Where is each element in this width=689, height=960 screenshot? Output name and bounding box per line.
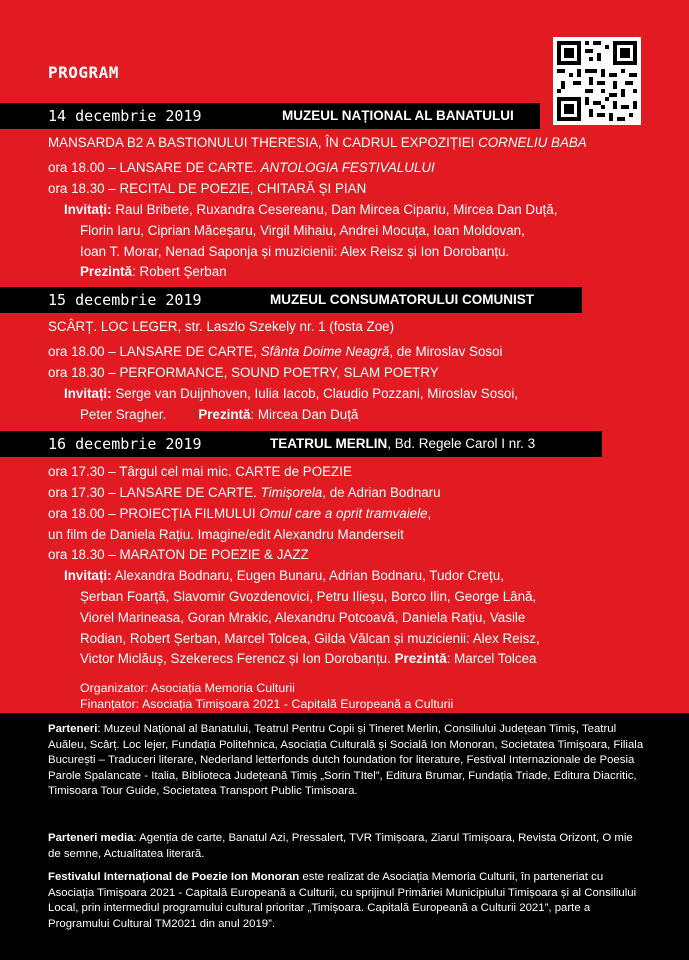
day2-event1-italic: Sfânta Doime Neagră	[260, 344, 390, 359]
day2-guests-line2	[80, 406, 358, 424]
day1-location	[48, 134, 587, 152]
day1-event1-prefix: ora 18.00 – LANSARE DE CARTE.	[48, 160, 261, 175]
qr-code-icon	[553, 37, 641, 125]
funder-line: Finanțator: Asociația Timișoara 2021 - Capitală Europeană a Culturii	[80, 697, 454, 711]
day3-venue	[270, 436, 535, 451]
day3-event3	[48, 505, 431, 523]
day3-venue-bold: TEATRUL MERLIN	[270, 436, 388, 451]
media-partners-text: : Agenția de carte, Banatul Azi, Pressalert, TVR Timișoara, Ziarul Timișoara, Revista Orizont, O mie de semne, Actualitatea literară.	[48, 832, 633, 860]
day1-header-bar	[0, 103, 540, 129]
organizer-line: Organizator: Asociația Memoria Culturii	[80, 681, 295, 695]
day2-presents-name: : Mircea Dan Duță	[250, 407, 359, 422]
day3-event3-line2: un film de Daniela Rațiu. Imagine/edit Alexandru Manderseit	[48, 527, 404, 542]
partners-text: : Muzeul Național al Banatului, Teatrul Pentru Copii și Tineret Merlin, Consiliului Județean Timiș, Teatrul Auăleu, Scârț. Loc lejer, Fundația Politehnica, Asociația Culturală și Socială Ion Monoran, Societatea Timișoara, Filiala București – Traduceri literare, Nederland letterfonds dutch foundation for literature, Festival Internazionale de Poesia Parole Spalancate - Italia, Biblioteca Județeană Timiș „Sorin TItel”, Editura Brumar, Fundația Triade, Editura Diacritic, Timisoara Tour Guide, Societatea Transport Public Timisoara.	[48, 723, 644, 797]
day3-event1: ora 17.30 – Târgul cel mai mic. CARTE de POEZIE	[48, 464, 352, 479]
day2-date: 15 decembrie 2019	[48, 291, 202, 309]
day3-guests-line3: Viorel Marineasa, Goran Mrakic, Alexandru Potcoavă, Daniela Rațiu, Vasile	[80, 610, 526, 625]
day3-guests-line2: Șerban Foarță, Slavomir Gvozdenovici, Petru Ilieșu, Borco Ilin, George Lână,	[80, 589, 537, 604]
day1-event1	[48, 159, 435, 177]
festival-note-paragraph	[48, 870, 644, 932]
day3-presents-label: Prezintă	[394, 651, 447, 666]
day3-guests-text5: Victor Miclăuș, Szekerecs Ferencz și Ion Dorobanțu.	[80, 651, 395, 666]
day2-event2: ora 18.30 – PERFORMANCE, SOUND POETRY, SLAM POETRY	[48, 365, 439, 380]
day2-presents-label: Prezintă	[198, 407, 251, 422]
day3-event2-italic: Timișorela	[260, 485, 323, 500]
day1-venue: MUZEUL NAȚIONAL AL BANATULUI	[282, 108, 514, 123]
day2-event1-suffix: , de Miroslav Sosoi	[389, 344, 503, 359]
day3-event2-prefix: ora 17.30 – LANSARE DE CARTE.	[48, 485, 261, 500]
day1-event1-italic: ANTOLOGIA FESTIVALULUI	[260, 160, 435, 175]
day3-event3-prefix: ora 18.00 – PROIECȚIA FILMULUI	[48, 506, 260, 521]
day1-location-italic: CORNELIU BABA	[478, 135, 587, 150]
program-title: PROGRAM	[48, 63, 119, 82]
day1-presents	[80, 263, 227, 281]
day1-presents-label: Prezintă	[80, 264, 133, 279]
day1-presents-name: : Robert Șerban	[132, 264, 227, 279]
day3-guests-line1	[64, 567, 504, 585]
festival-note-label: Festivalul Internațional de Poezie Ion Monoran	[48, 871, 300, 883]
day3-event3-italic: Omul care a oprit tramvaiele	[259, 506, 428, 521]
day1-location-prefix: MANSARDA B2 A BASTIONULUI THERESIA, ÎN CADRUL EXPOZIȚIEI	[48, 135, 479, 150]
day1-guests-line1	[64, 201, 557, 219]
day2-guests-label: Invitați:	[64, 386, 112, 401]
media-partners-label: Parteneri media	[48, 832, 134, 844]
day2-location: SCÂRȚ. LOC LEGER, str. Laszlo Szekely nr. 1 (fosta Zoe)	[48, 319, 395, 334]
day3-header-bar	[0, 431, 602, 457]
festival-note-text: este realizat de Asociația Memoria Culturii, în parteneriat cu Asociația Timișoara 2021 - Capitală Europeană a Culturii, cu sprijinul Primăriei Municipiului Timișoara și al Consiliului Local, prin intermediul programului cultural prioritar „Timișoara. Capitală Europeană a Culturii 2021”, parte a Programului Cultural TM2021 din anul 2019”.	[48, 871, 637, 930]
day3-event2-suffix: , de Adrian Bodnaru	[322, 485, 441, 500]
day3-event2	[48, 484, 441, 502]
day2-guests-text1: Serge van Duijnhoven, Iulia Iacob, Claudio Pozzani, Miroslav Sosoi,	[111, 386, 519, 401]
day3-date: 16 decembrie 2019	[48, 435, 202, 453]
day3-guests-text1: Alexandra Bodnaru, Eugen Bunaru, Adrian Bodnaru, Tudor Crețu,	[111, 568, 504, 583]
media-partners-paragraph	[48, 831, 644, 862]
day3-venue-rest: , Bd. Regele Carol I nr. 3	[387, 436, 536, 451]
partners-paragraph	[48, 722, 644, 800]
day2-event1-prefix: ora 18.00 – LANSARE DE CARTE,	[48, 344, 261, 359]
day2-guests-line1	[64, 385, 518, 403]
day3-event4: ora 18.30 – MARATON DE POEZIE & JAZZ	[48, 547, 309, 562]
day3-guests-label: Invitați:	[64, 568, 112, 583]
day3-presents-name: : Marcel Tolcea	[446, 651, 537, 666]
day2-header-bar	[0, 287, 582, 313]
day3-guests-line4: Rodian, Robert Șerban, Marcel Tolcea, Gilda Vălcan și muzicienii: Alex Reisz,	[80, 631, 540, 646]
day1-date: 14 decembrie 2019	[48, 107, 202, 125]
day1-guests-line2: Florin Iaru, Ciprian Măceșaru, Virgil Mihaiu, Andrei Mocuța, Ioan Moldovan,	[80, 223, 525, 238]
partners-label: Parteneri	[48, 723, 98, 735]
day3-guests-line5	[80, 650, 536, 668]
day1-guests-text1: Raul Bribete, Ruxandra Cesereanu, Dan Mircea Cipariu, Mircea Dan Duță,	[111, 202, 558, 217]
day2-venue: MUZEUL CONSUMATORULUI COMUNIST	[270, 292, 534, 307]
day1-guests-line3: Ioan T. Morar, Nenad Saponja și muzicienii: Alex Reisz și Ion Dorobanțu.	[80, 244, 510, 259]
day2-guests-text2: Peter Sragher.	[80, 407, 167, 422]
day3-event3-suffix: ,	[427, 506, 432, 521]
day1-guests-label: Invitați:	[64, 202, 112, 217]
day2-event1	[48, 343, 503, 361]
day1-event2: ora 18.30 – RECITAL DE POEZIE, CHITARĂ ȘI PIAN	[48, 181, 367, 196]
